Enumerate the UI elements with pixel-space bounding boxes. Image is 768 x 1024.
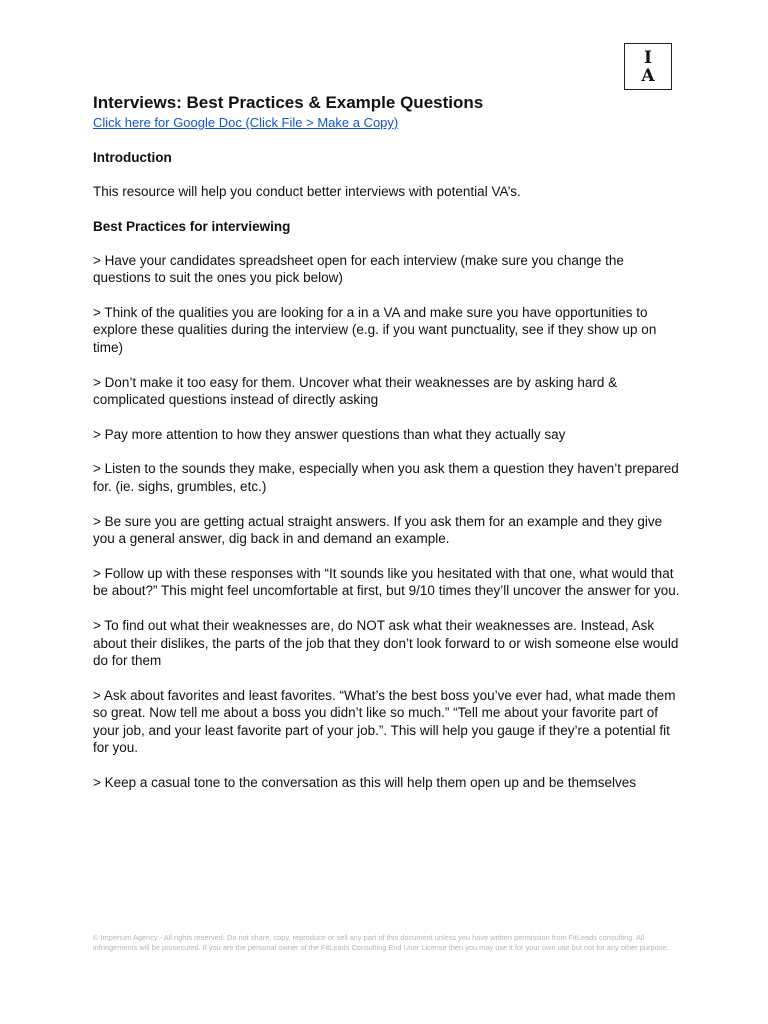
best-practice-item: > Pay more attention to how they answer questions than what they actually say xyxy=(93,426,566,442)
best-practice-item: > Think of the qualities you are looking for a in a VA and make sure you have opportunities to explore these qualities during the interview (e.g. if you want punctuality, see if they show up on time) xyxy=(93,304,657,355)
best-practice-item: > To find out what their weaknesses are, do NOT ask what their weaknesses are. Instead, Ask about their dislikes, the parts of the job that they don’t look forward to or wish someone else would do for them xyxy=(93,617,679,669)
page-title: Interviews: Best Practices & Example Questions xyxy=(93,93,484,112)
google-doc-link[interactable]: Click here for Google Doc (Click File > Make a Copy) xyxy=(93,115,399,130)
best-practice-item: > Follow up with these responses with “It sounds like you hesitated with that one, what would that be about?” This might feel uncomfortable at first, but 9/10 times they’ll uncover the answer for you. xyxy=(93,565,680,599)
introduction-text: This resource will help you conduct better interviews with potential VA’s. xyxy=(93,184,521,199)
copyright-footer: © Imperium Agency - All rights reserved. Do not share, copy, reproduce or sell any part of this document unless you have written permission from FitLeads consulting. All infringements will be prosecuted. If you are the personal owner of the FitLeads Consulting End User License then you may use it for your own use but not for any other purpose. xyxy=(93,933,669,953)
best-practices-heading: Best Practices for interviewing xyxy=(93,218,291,234)
logo-letter-bottom: A xyxy=(641,65,655,86)
document-body xyxy=(93,93,683,792)
best-practice-item: > Ask about favorites and least favorites. “What’s the best boss you’ve ever had, what made them so great. Now tell me about a boss you didn’t like so much.” “Tell me about your favorite part of your job, and your least favorite part of your job.”. This will help you gauge if they’re a potential fit for you. xyxy=(93,687,676,756)
best-practice-item: > Listen to the sounds they make, especially when you ask them a question they haven’t prepared for. (ie. sighs, grumbles, etc.) xyxy=(93,461,679,494)
logo xyxy=(624,43,672,90)
best-practice-item: > Be sure you are getting actual straight answers. If you ask them for an example and they give you a general answer, dig back in and demand an example. xyxy=(93,513,663,547)
best-practice-item: > Have your candidates spreadsheet open for each interview (make sure you change the questions to suit the ones you pick below) xyxy=(93,252,624,286)
introduction-heading: Introduction xyxy=(93,150,172,165)
logo-letter-top: I xyxy=(644,47,652,68)
best-practice-item: > Don’t make it too easy for them. Uncover what their weaknesses are by asking hard & complicated questions instead of directly asking xyxy=(93,374,618,408)
best-practice-item: > Keep a casual tone to the conversation as this will help them open up and be themselves xyxy=(93,775,636,791)
